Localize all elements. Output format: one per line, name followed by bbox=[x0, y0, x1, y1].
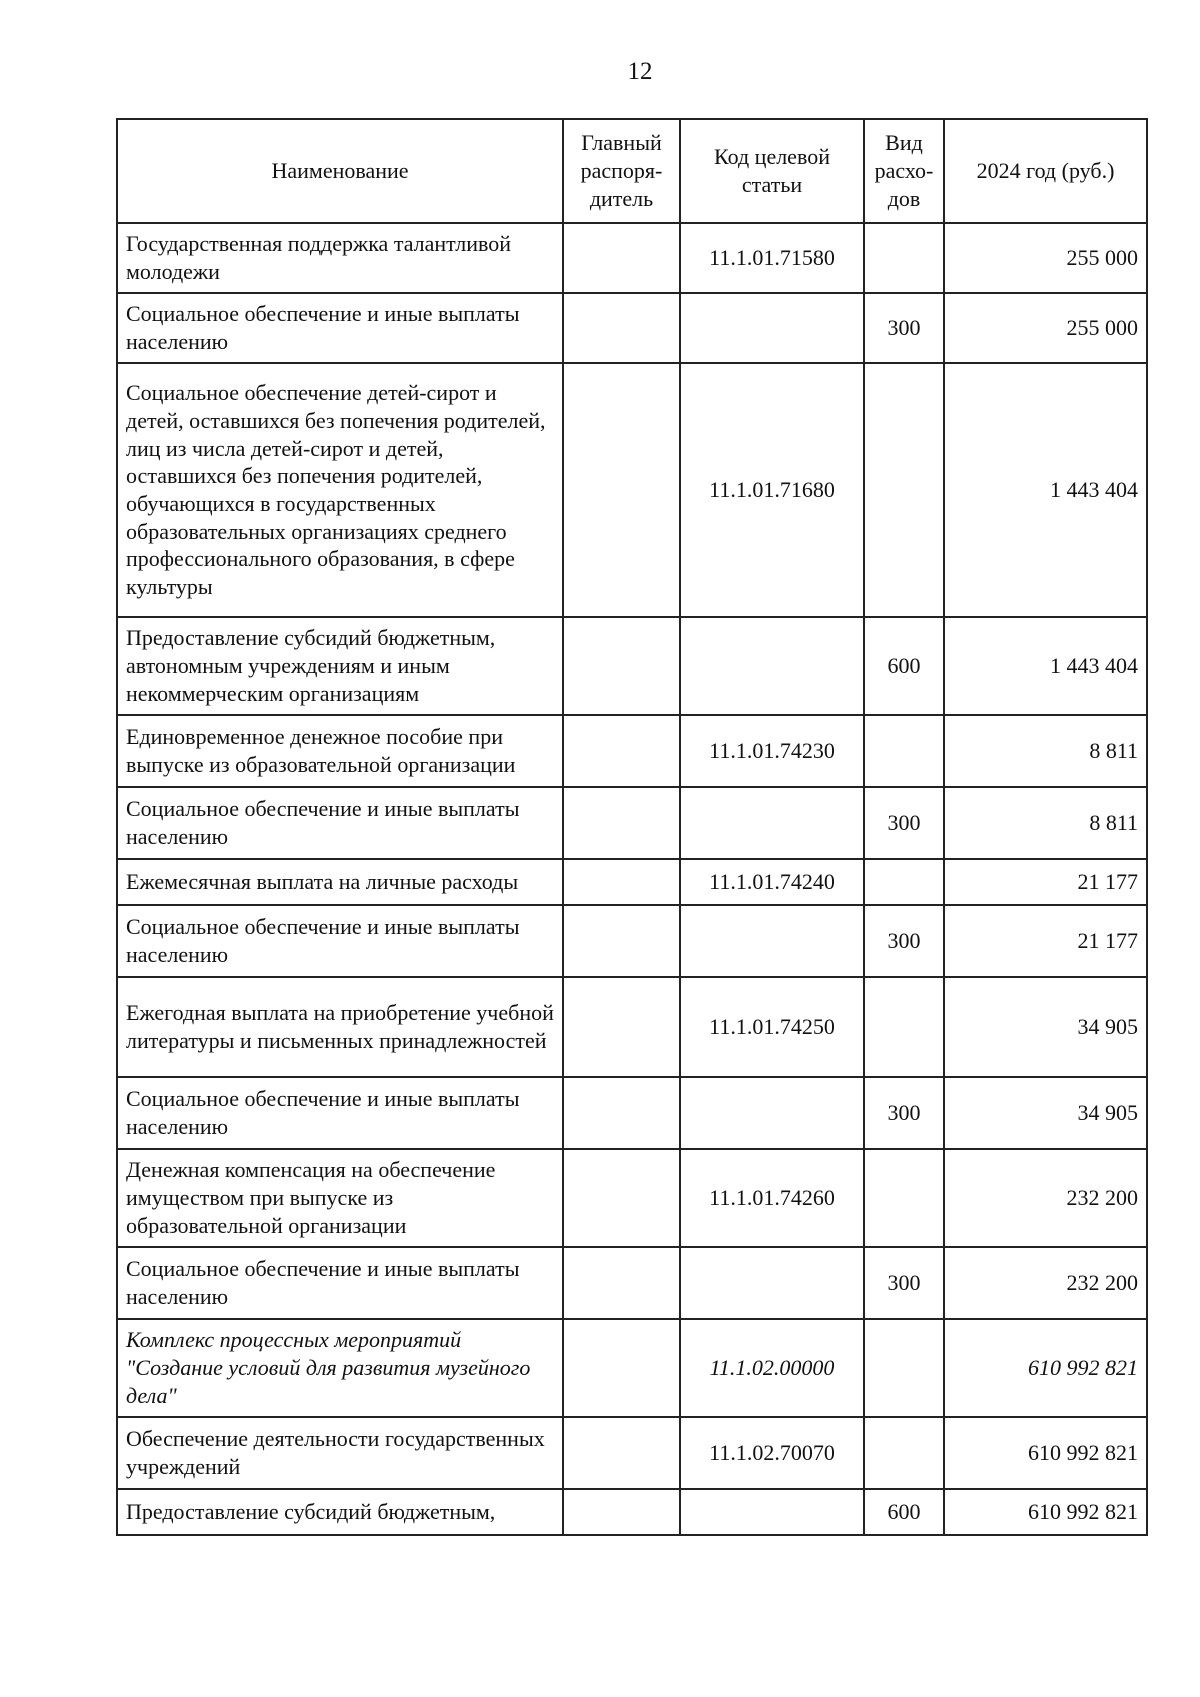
cell-type bbox=[864, 1149, 944, 1247]
cell-admin bbox=[563, 293, 680, 363]
cell-code: 11.1.01.71680 bbox=[680, 363, 864, 617]
cell-name: Предоставление субсидий бюджетным, bbox=[117, 1489, 563, 1535]
cell-type: 600 bbox=[864, 617, 944, 715]
cell-name: Социальное обеспечение и иные выплаты населению bbox=[117, 1247, 563, 1319]
budget-table bbox=[116, 118, 1148, 1536]
cell-admin bbox=[563, 905, 680, 977]
cell-code: 11.1.02.00000 bbox=[680, 1319, 864, 1417]
cell-amount: 255 000 bbox=[944, 223, 1147, 293]
cell-amount: 232 200 bbox=[944, 1149, 1147, 1247]
page-number: 12 bbox=[627, 58, 653, 85]
cell-type bbox=[864, 1319, 944, 1417]
cell-type: 300 bbox=[864, 787, 944, 859]
cell-type: 300 bbox=[864, 1077, 944, 1149]
table-row bbox=[117, 787, 1147, 859]
table-row bbox=[117, 905, 1147, 977]
table-row bbox=[117, 1077, 1147, 1149]
cell-amount: 21 177 bbox=[944, 859, 1147, 905]
cell-name: Государственная поддержка талантливой молодежи bbox=[117, 223, 563, 293]
cell-name: Предоставление субсидий бюджетным, автономным учреждениям и иным некоммерческим организациям bbox=[117, 617, 563, 715]
cell-admin bbox=[563, 363, 680, 617]
cell-type bbox=[864, 223, 944, 293]
cell-name: Социальное обеспечение и иные выплаты населению bbox=[117, 787, 563, 859]
cell-code bbox=[680, 1077, 864, 1149]
cell-amount: 34 905 bbox=[944, 977, 1147, 1077]
cell-type: 300 bbox=[864, 293, 944, 363]
cell-name: Обеспечение деятельности государственных учреждений bbox=[117, 1417, 563, 1489]
cell-amount: 8 811 bbox=[944, 787, 1147, 859]
table-row bbox=[117, 977, 1147, 1077]
cell-amount: 21 177 bbox=[944, 905, 1147, 977]
table-row bbox=[117, 1319, 1147, 1417]
cell-code bbox=[680, 905, 864, 977]
cell-amount: 34 905 bbox=[944, 1077, 1147, 1149]
table-row bbox=[117, 1417, 1147, 1489]
header-admin: Главный распоря-дитель bbox=[563, 119, 680, 223]
table-row bbox=[117, 1247, 1147, 1319]
cell-amount: 610 992 821 bbox=[944, 1319, 1147, 1417]
cell-type bbox=[864, 859, 944, 905]
cell-name: Ежегодная выплата на приобретение учебной литературы и письменных принадлежностей bbox=[117, 977, 563, 1077]
cell-code: 11.1.01.74230 bbox=[680, 715, 864, 787]
header-code: Код целевой статьи bbox=[680, 119, 864, 223]
cell-code: 11.1.02.70070 bbox=[680, 1417, 864, 1489]
cell-admin bbox=[563, 223, 680, 293]
cell-type bbox=[864, 715, 944, 787]
cell-admin bbox=[563, 617, 680, 715]
cell-admin bbox=[563, 977, 680, 1077]
cell-admin bbox=[563, 1319, 680, 1417]
cell-type bbox=[864, 1417, 944, 1489]
cell-code bbox=[680, 293, 864, 363]
cell-admin bbox=[563, 1247, 680, 1319]
cell-code bbox=[680, 1489, 864, 1535]
cell-name: Ежемесячная выплата на личные расходы bbox=[117, 859, 563, 905]
cell-type: 300 bbox=[864, 905, 944, 977]
header-name: Наименование bbox=[117, 119, 563, 223]
table-row bbox=[117, 715, 1147, 787]
cell-type bbox=[864, 977, 944, 1077]
cell-admin bbox=[563, 715, 680, 787]
cell-admin bbox=[563, 1149, 680, 1247]
cell-admin bbox=[563, 859, 680, 905]
cell-type: 600 bbox=[864, 1489, 944, 1535]
cell-amount: 8 811 bbox=[944, 715, 1147, 787]
cell-name: Социальное обеспечение детей-сирот и детей, оставшихся без попечения родителей, лиц из числа детей-сирот и детей, оставшихся без попечения родителей, обучающихся в государственных образовательных организациях среднего профессионального образования, в сфере культуры bbox=[117, 363, 563, 617]
cell-name: Социальное обеспечение и иные выплаты населению bbox=[117, 1077, 563, 1149]
table-row bbox=[117, 363, 1147, 617]
table-header-row bbox=[117, 119, 1147, 223]
cell-code bbox=[680, 617, 864, 715]
cell-name: Социальное обеспечение и иные выплаты населению bbox=[117, 293, 563, 363]
cell-admin bbox=[563, 1077, 680, 1149]
cell-code bbox=[680, 787, 864, 859]
cell-admin bbox=[563, 1417, 680, 1489]
cell-name: Денежная компенсация на обеспечение имуществом при выпуске из образовательной организации bbox=[117, 1149, 563, 1247]
cell-amount: 1 443 404 bbox=[944, 363, 1147, 617]
cell-amount: 232 200 bbox=[944, 1247, 1147, 1319]
cell-name: Единовременное денежное пособие при выпуске из образовательной организации bbox=[117, 715, 563, 787]
table-row bbox=[117, 1489, 1147, 1535]
table-row bbox=[117, 223, 1147, 293]
header-amount: 2024 год (руб.) bbox=[944, 119, 1147, 223]
cell-amount: 1 443 404 bbox=[944, 617, 1147, 715]
cell-admin bbox=[563, 787, 680, 859]
cell-code bbox=[680, 1247, 864, 1319]
cell-code: 11.1.01.71580 bbox=[680, 223, 864, 293]
table-row bbox=[117, 617, 1147, 715]
cell-type: 300 bbox=[864, 1247, 944, 1319]
table-row bbox=[117, 293, 1147, 363]
table-row bbox=[117, 1149, 1147, 1247]
cell-amount: 610 992 821 bbox=[944, 1489, 1147, 1535]
cell-code: 11.1.01.74250 bbox=[680, 977, 864, 1077]
cell-type bbox=[864, 363, 944, 617]
cell-name: Социальное обеспечение и иные выплаты населению bbox=[117, 905, 563, 977]
table-row bbox=[117, 859, 1147, 905]
cell-admin bbox=[563, 1489, 680, 1535]
cell-code: 11.1.01.74240 bbox=[680, 859, 864, 905]
cell-name: Комплекс процессных мероприятий "Создание условий для развития музейного дела" bbox=[117, 1319, 563, 1417]
cell-amount: 255 000 bbox=[944, 293, 1147, 363]
cell-code: 11.1.01.74260 bbox=[680, 1149, 864, 1247]
cell-amount: 610 992 821 bbox=[944, 1417, 1147, 1489]
header-type: Вид расхо-дов bbox=[864, 119, 944, 223]
